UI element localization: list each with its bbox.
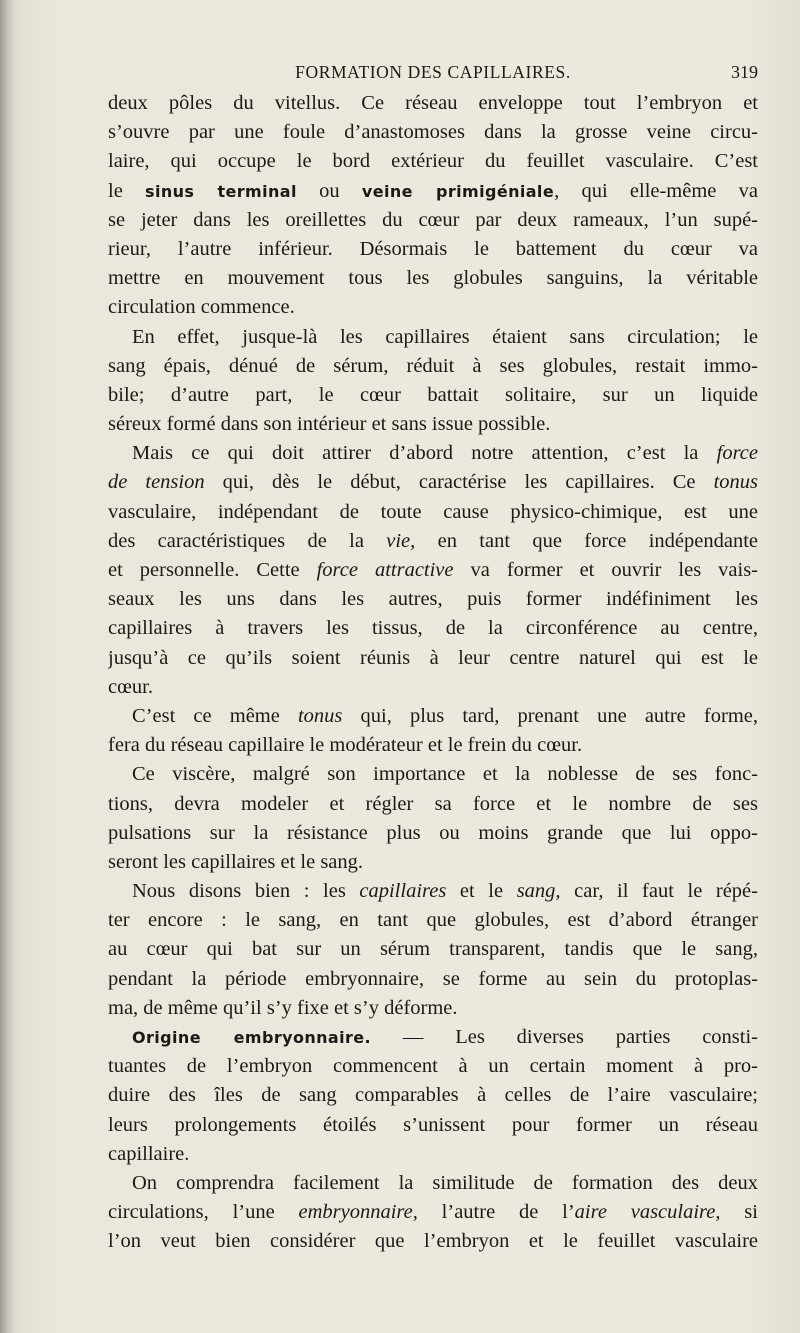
text-line: bile; d’autre part, le cœur battait solitaire, sur un liquide xyxy=(108,383,758,406)
text-line: seront les capillaires et le sang. xyxy=(108,850,364,873)
running-head xyxy=(108,58,758,86)
text-run: car, il faut le répé- xyxy=(560,880,758,903)
text-line xyxy=(108,1198,758,1227)
section-heading-origine-embryonnaire: Origine embryonnaire. xyxy=(132,1028,372,1047)
body-text xyxy=(108,89,758,1257)
text-line: En effet, jusque-là les capillaires étaient sans circulation; le xyxy=(132,325,758,348)
text-run: si xyxy=(720,1201,758,1224)
text-line xyxy=(108,177,758,206)
text-run: Mais ce qui doit attirer d’abord notre attention, c’est la xyxy=(132,442,717,465)
text-line xyxy=(108,527,758,556)
text-line: l’on veut bien considérer que l’embryon et le feuillet vasculaire xyxy=(108,1230,758,1253)
text-line: duire des îles de sang comparables à celles de l’aire vasculaire; xyxy=(108,1084,758,1107)
text-line: circulation commence. xyxy=(108,296,295,319)
text-line: ter encore : le sang, en tant que globules, est d’abord étranger xyxy=(108,909,758,932)
text-line: cœur. xyxy=(108,675,153,698)
italic-run: force attractive xyxy=(316,559,454,581)
text-line xyxy=(108,1023,758,1052)
term-veine-primigeniale: veine primigéniale xyxy=(361,181,555,201)
text-line: seaux les uns dans les autres, puis former indéfiniment les xyxy=(108,588,758,611)
text-run: en tant que force indépendante xyxy=(415,529,758,552)
text-run: des caractéristiques de la xyxy=(108,529,387,552)
text-line: deux pôles du vitellus. Ce réseau enveloppe tout l’embryon et xyxy=(108,92,758,114)
text-line: vasculaire, indépendant de toute cause physico-chimique, est une xyxy=(108,500,758,523)
italic-run: sang, xyxy=(516,880,561,903)
page-number: 319 xyxy=(731,62,758,82)
text-run: qui, plus tard, prenant une autre forme, xyxy=(342,704,758,727)
text-line: s’ouvre par une foule d’anastomoses dans la grosse veine circu- xyxy=(108,121,758,144)
italic-run: embryonnaire, xyxy=(298,1201,418,1224)
italic-run: vie, xyxy=(386,529,416,552)
text-line: séreux formé dans son intérieur et sans issue possible. xyxy=(108,413,551,436)
text-line: leurs prolongements étoilés s’unissent pour former un réseau xyxy=(108,1113,758,1136)
text-line: pulsations sur la résistance plus ou moins grande que lui oppo- xyxy=(108,821,758,844)
text-line: capillaires à travers les tissus, de la circonférence au centre, xyxy=(108,617,758,640)
italic-run: tonus xyxy=(297,704,343,727)
text-line: laire, qui occupe le bord extérieur du feuillet vasculaire. C’est xyxy=(108,150,758,173)
text-run: et personnelle. Cette xyxy=(108,559,317,581)
text-line: capillaire. xyxy=(108,1142,190,1165)
text-line xyxy=(108,439,758,468)
text-run: l’autre de l’ xyxy=(417,1201,575,1224)
text-run: va former et ouvrir les vais- xyxy=(453,559,758,581)
text-line: tuantes de l’embryon commencent à un certain moment à pro- xyxy=(108,1055,758,1078)
text-line: ma, de même qu’il s’y fixe et s’y déforme. xyxy=(108,996,458,1019)
text-line: mettre en mouvement tous les globules sanguins, la véritable xyxy=(108,267,758,290)
text-run: et le xyxy=(446,880,517,903)
text-run: — Les diverses parties consti- xyxy=(371,1026,758,1048)
text-line xyxy=(108,877,758,906)
text-run: , qui elle-même va xyxy=(554,179,758,202)
text-line: rieur, l’autre inférieur. Désormais le battement du cœur va xyxy=(108,237,758,260)
text-line: sang épais, dénué de sérum, réduit à ses globules, restait immo- xyxy=(108,354,758,377)
text-run: le xyxy=(108,179,146,202)
text-line: se jeter dans les oreillettes du cœur par deux rameaux, l’un supé- xyxy=(108,208,758,231)
italic-run: aire vasculaire, xyxy=(574,1201,721,1224)
term-sinus-terminal: sinus terminal xyxy=(145,181,297,201)
text-run: C’est ce même xyxy=(132,704,298,727)
italic-run: capillaires xyxy=(359,880,447,903)
text-line: tions, devra modeler et régler sa force et le nombre de ses xyxy=(108,792,758,815)
text-line: fera du réseau capillaire le modérateur et le frein du cœur. xyxy=(108,734,583,757)
italic-run: tonus xyxy=(713,471,758,494)
text-run: circulations, l’une xyxy=(108,1201,299,1224)
text-run: Nous disons bien : les xyxy=(132,880,360,903)
running-head-title: FORMATION DES CAPILLAIRES. xyxy=(295,62,571,82)
binding-shadow xyxy=(0,0,14,1333)
italic-run: de tension xyxy=(108,471,205,494)
text-line xyxy=(108,556,758,585)
text-line: jusqu’à ce qu’ils soient réunis à leur centre naturel qui est le xyxy=(108,646,758,669)
text-line: On comprendra facilement la similitude de formation des deux xyxy=(132,1171,758,1194)
text-line: pendant la période embryonnaire, se forme au sein du protoplas- xyxy=(108,967,758,990)
text-line xyxy=(108,468,758,497)
text-line: au cœur qui bat sur un sérum transparent, tandis que le sang, xyxy=(108,938,758,961)
text-run: ou xyxy=(296,179,362,202)
italic-run: force xyxy=(716,442,758,465)
text-line: Ce viscère, malgré son importance et la noblesse de ses fonc- xyxy=(132,763,758,786)
text-run: qui, dès le début, caractérise les capillaires. Ce xyxy=(204,471,714,494)
text-line xyxy=(108,702,758,731)
